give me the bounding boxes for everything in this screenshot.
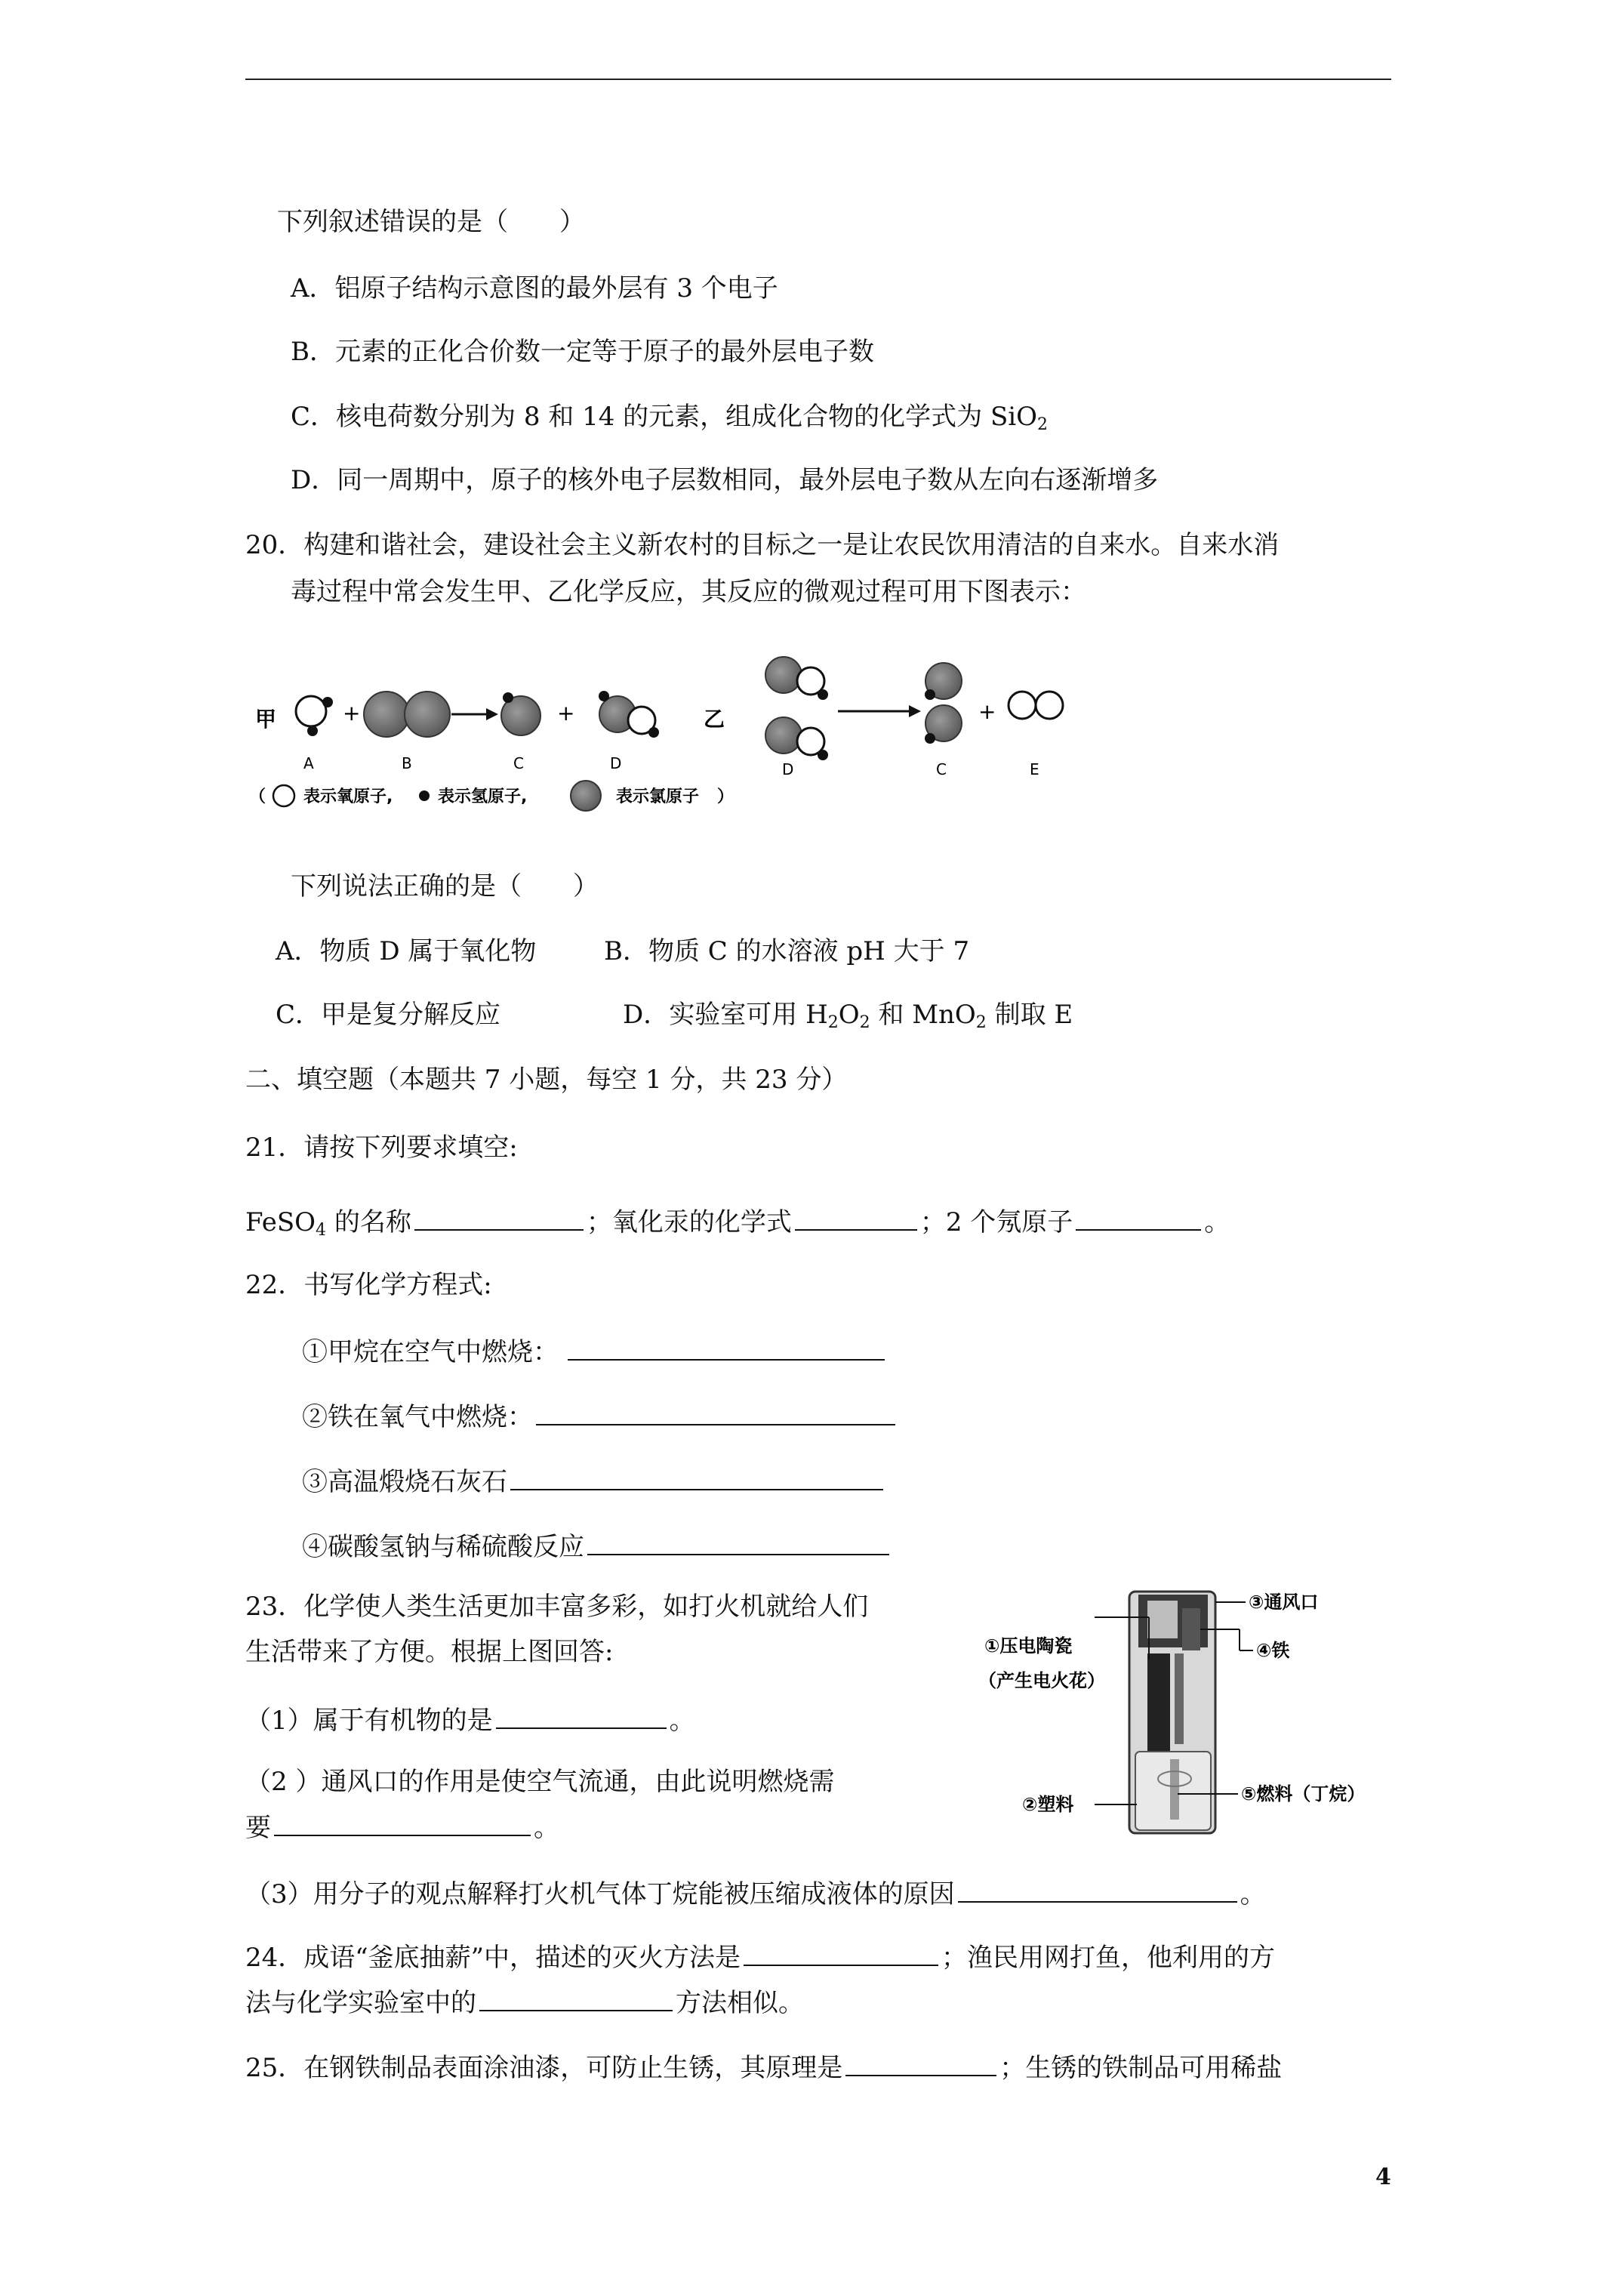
blank-eq-4[interactable] bbox=[587, 1528, 889, 1555]
blank-ne-atoms[interactable] bbox=[1076, 1203, 1201, 1231]
blank-fe-so4-name[interactable] bbox=[414, 1203, 584, 1231]
plus-2: + bbox=[557, 701, 575, 726]
q21-stem: 21．请按下列要求填空: bbox=[245, 1133, 518, 1163]
q24-line2: 法与化学实验室中的 方法相似。 bbox=[245, 1984, 804, 2020]
label-e-yi: E bbox=[1030, 760, 1039, 778]
legend-hydrogen: 表示氢原子, bbox=[438, 787, 528, 806]
q20-line2: 毒过程中常会发生甲、乙化学反应，其反应的微观过程可用下图表示： bbox=[291, 577, 1086, 607]
label-spark: （产生电火花） bbox=[978, 1670, 1105, 1691]
label-iron: ④铁 bbox=[1256, 1640, 1290, 1661]
q25-line1: 25．在钢铁制品表面涂油漆，可防止生锈，其原理是 ；生锈的铁制品可用稀盐 bbox=[245, 2049, 1282, 2085]
blank-eq-2[interactable] bbox=[536, 1398, 895, 1425]
molecule-d-yi-2 bbox=[765, 717, 828, 760]
molecule-d-yi-1 bbox=[765, 657, 828, 700]
q23-sub2-line2: 要 。 bbox=[245, 1809, 559, 1845]
label-d: D bbox=[610, 754, 622, 772]
label-b: B bbox=[402, 754, 412, 772]
q19-option-b: B．元素的正化合价数一定等于原子的最外层电子数 bbox=[291, 337, 874, 367]
lighter-diagram bbox=[974, 1586, 1427, 1842]
blank-eq-1[interactable] bbox=[568, 1333, 885, 1361]
q23-line2: 生活带来了方便。根据上图回答: bbox=[245, 1637, 614, 1667]
legend-close: ） bbox=[717, 787, 735, 806]
q23-sub1: （1）属于有机物的是 。 bbox=[245, 1702, 695, 1737]
legend-hydrogen-icon bbox=[419, 791, 430, 801]
q20-option-b: B．物质 C 的水溶液 pH 大于 7 bbox=[604, 936, 970, 966]
label-piezo: ①压电陶瓷 bbox=[984, 1635, 1073, 1657]
q20-stem: 下列说法正确的是（ ） bbox=[291, 871, 599, 901]
molecule-c bbox=[501, 692, 540, 735]
label-yi: 乙 bbox=[704, 707, 725, 732]
q21-prompts: FeSO$_4$ 的名称 ；氧化汞的化学式 ；2 个氖原子 。 bbox=[245, 1203, 1230, 1239]
q23-sub3: （3）用分子的观点解释打火机气体丁烷能被压缩成液体的原因 。 bbox=[245, 1875, 1266, 1911]
blank-rust-principle[interactable] bbox=[845, 2049, 996, 2076]
q22-item-3: ③高温煅烧石灰石 bbox=[302, 1463, 886, 1499]
legend-chlorine: 表示氯原子 bbox=[616, 787, 700, 806]
label-jia: 甲 bbox=[255, 707, 277, 732]
legend-open: （ bbox=[249, 787, 266, 806]
q23-sub2-line1: （2 ）通风口的作用是使空气流通，由此说明燃烧需 bbox=[245, 1767, 835, 1797]
molecule-d bbox=[599, 691, 659, 738]
blank-combustion-need[interactable] bbox=[274, 1809, 531, 1836]
legend-chlorine-icon bbox=[571, 781, 601, 811]
molecule-c-yi-1 bbox=[925, 663, 962, 700]
q19-option-d: D．同一周期中，原子的核外电子层数相同，最外层电子数从左向右逐渐增多 bbox=[291, 465, 1159, 495]
q22-stem: 22．书写化学方程式: bbox=[245, 1270, 492, 1300]
q22-item-4: ④碳酸氢钠与稀硫酸反应 bbox=[302, 1528, 892, 1564]
label-vent: ③通风口 bbox=[1249, 1592, 1319, 1613]
molecule-c-yi-2 bbox=[925, 705, 962, 744]
reaction-diagram bbox=[249, 642, 1079, 838]
molecule-e bbox=[1009, 692, 1063, 719]
q19-option-c: C．核电荷数分别为 8 和 14 的元素，组成化合物的化学式为 SiO$_2$ bbox=[291, 402, 1048, 434]
blank-molecule-reason[interactable] bbox=[958, 1875, 1237, 1903]
q19-stem: 下列叙述错误的是（ ） bbox=[277, 207, 585, 237]
label-c: C bbox=[513, 754, 524, 772]
label-plastic: ②塑料 bbox=[1022, 1794, 1074, 1815]
page-number: 4 bbox=[1375, 2164, 1391, 2190]
plus-1: + bbox=[343, 701, 361, 726]
q20-option-a: A．物质 D 属于氧化物 bbox=[276, 936, 537, 966]
q20-option-d: D．实验室可用 $H_2O_2$ 和 MnO$_2$ 制取 E bbox=[623, 1000, 1073, 1032]
q22-item-2: ②铁在氧气中燃烧： bbox=[302, 1398, 898, 1434]
q22-item-1: ①甲烷在空气中燃烧： bbox=[302, 1333, 888, 1369]
label-d-yi: D bbox=[782, 760, 794, 778]
blank-eq-3[interactable] bbox=[510, 1463, 883, 1490]
label-fuel: ⑤燃料（丁烷） bbox=[1241, 1783, 1366, 1804]
blank-fire-method[interactable] bbox=[744, 1939, 938, 1966]
q24-line1: 24．成语“釜底抽薪”中，描述的灭火方法是 ；渔民用网打鱼，他利用的方 bbox=[245, 1939, 1275, 1974]
molecule-b bbox=[364, 692, 450, 737]
q20-option-c: C．甲是复分解反应 bbox=[276, 1000, 501, 1030]
section-title: 二、填空题（本题共 7 小题，每空 1 分，共 23 分） bbox=[245, 1065, 848, 1095]
label-a: A bbox=[303, 754, 314, 772]
q20-line1: 20．构建和谐社会，建设社会主义新农村的目标之一是让农民饮用清洁的自来水。自来水消 bbox=[245, 530, 1280, 560]
legend-oxygen-icon bbox=[273, 785, 294, 806]
molecule-a bbox=[296, 696, 333, 736]
q19-option-a: A．铝原子结构示意图的最外层有 3 个电子 bbox=[291, 273, 778, 304]
header-rule bbox=[245, 79, 1391, 80]
label-c-yi: C bbox=[936, 760, 947, 778]
blank-lab-method[interactable] bbox=[479, 1984, 673, 2011]
q23-line1: 23．化学使人类生活更加丰富多彩，如打火机就给人们 bbox=[245, 1592, 869, 1622]
blank-hgo-formula[interactable] bbox=[795, 1203, 917, 1231]
legend-oxygen: 表示氧原子, bbox=[303, 787, 393, 806]
blank-organic[interactable] bbox=[496, 1702, 667, 1729]
plus-3: + bbox=[978, 699, 996, 724]
